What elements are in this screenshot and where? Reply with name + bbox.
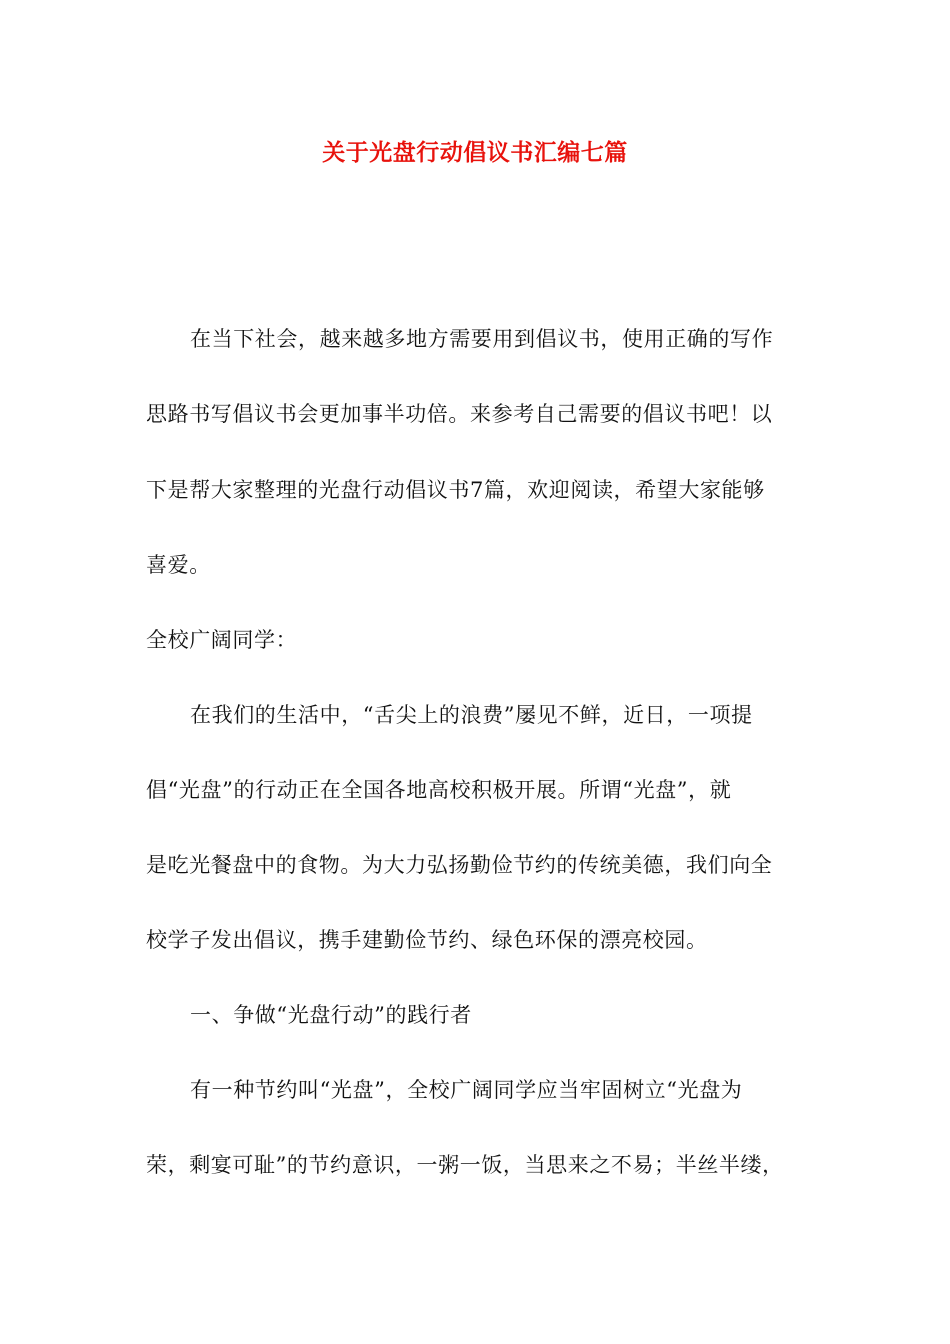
paragraph-line: 思路书写倡议书会更加事半功倍。来参考自己需要的倡议书吧！以 xyxy=(146,402,773,426)
salutation-line: 全校广阔同学： xyxy=(146,628,298,652)
paragraph-line: 有一种节约叫“光盘”，全校广阔同学应当牢固树立“光盘为 xyxy=(190,1078,743,1102)
paragraph-line: 喜爱。 xyxy=(146,553,211,577)
paragraph-line: 荣，剩宴可耻”的节约意识，一粥一饭，当思来之不易；半丝半缕， xyxy=(146,1153,784,1177)
paragraph-line: 校学子发出倡议，携手建勤俭节约、绿色环保的漂亮校园。 xyxy=(146,928,708,952)
paragraph-line: 在我们的生活中，“舌尖上的浪费”屡见不鲜，近日，一项提 xyxy=(190,703,753,727)
paragraph-line: 是吃光餐盘中的食物。为大力弘扬勤俭节约的传统美德，我们向全 xyxy=(146,853,773,877)
paragraph-line: 在当下社会，越来越多地方需要用到倡议书，使用正确的写作 xyxy=(190,327,774,351)
section-heading: 一、争做“光盘行动”的践行者 xyxy=(190,1003,472,1027)
document-title: 关于光盘行动倡议书汇编七篇 xyxy=(322,139,628,166)
paragraph-line: 下是帮大家整理的光盘行动倡议书7篇，欢迎阅读，希望大家能够 xyxy=(146,478,765,502)
paragraph-line: 倡“光盘”的行动正在全国各地高校积极开展。所谓“光盘”，就 xyxy=(146,778,732,802)
